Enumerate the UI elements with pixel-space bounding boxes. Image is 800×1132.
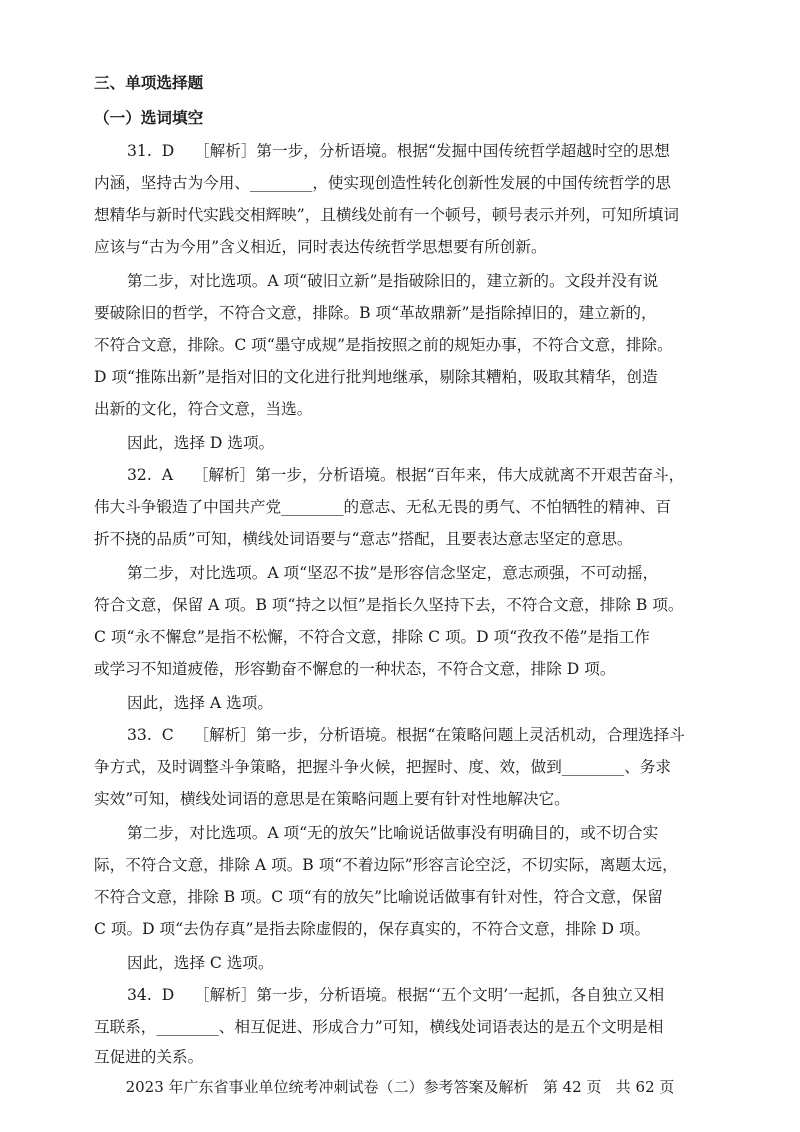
paragraph-line: D 项“推陈出新”是指对旧的文化进行批判地继承，剔除其糟粕，吸取其精华，创造 [94,368,658,386]
paragraph-line: 想精华与新时代实践交相辉映”，且横线处前有一个顿号，顿号表示并列，可知所填词 [94,206,679,224]
paragraph-line: 第二步，对比选项。A 项“无的放矢”比喻说话做事没有明确目的，或不切合实 [127,824,659,842]
page-footer: 2023 年广东省事业单位统考冲刺试卷（二）参考答案及解析 第 42 页 共 62 页 [125,1078,675,1096]
paragraph-line: C 项。D 项“去伪存真”是指去除虚假的，保存真实的，不符合文意，排除 D 项。 [94,920,651,938]
q33-line: 33. C ［解析］第一步，分析语境。根据“在策略问题上灵活机动，合理选择斗 [127,726,685,744]
paragraph-line: 折不挠的品质”可知，横线处词语要与“意志”搭配，且要表达意志坚定的意思。 [94,530,633,548]
paragraph-line: 第二步，对比选项。A 项“破旧立新”是指破除旧的，建立新的。文段并没有说 [127,272,659,290]
paragraph-line: 互联系，________、相互促进、形成合力”可知，横线处词语表达的是五个文明是相 [94,1018,664,1036]
answer-conclusion: 因此，选择 A 选项。 [127,694,273,712]
paragraph-line: 争方式，及时调整斗争策略，把握斗争火候，把握时、度、效，做到________、务求 [94,758,671,776]
paragraph-line: 出新的文化，符合文意，当选。 [94,400,313,418]
q34-line: 34. D ［解析］第一步，分析语境。根据“‘五个文明’一起抓，各自独立又相 [127,986,665,1004]
paragraph-line: 实效”可知，横线处词语的意思是在策略问题上要有针对性地解决它。 [94,790,570,808]
paragraph-line: 际，不符合文意，排除 A 项。B 项“不着边际”形容言论空泛，不切实际，离题太远， [94,856,678,874]
paragraph-line: 应该与“古为今用”含义相近，同时表达传统哲学思想要有所创新。 [94,238,547,256]
q32-line: 32. A ［解析］第一步，分析语境。根据“百年来，伟大成就离不开艰苦奋斗， [127,466,685,484]
subsection-heading: （一）选词填空 [94,109,204,127]
answer-conclusion: 因此，选择 C 选项。 [127,954,274,972]
section-heading: 三、单项选择题 [94,74,204,92]
paragraph-line: 内涵，坚持古为今用、________，使实现创造性转化创新性发展的中国传统哲学的思 [94,174,671,192]
paragraph-line: 符合文意，保留 A 项。B 项“持之以恒”是指长久坚持下去，不符合文意，排除 B 项。 [94,596,684,614]
paragraph-line: 要破除旧的哲学，不符合文意，排除。B 项“革故鼎新”是指除掉旧的，建立新的， [94,304,657,322]
paragraph-line: C 项“永不懈怠”是指不松懈，不符合文意，排除 C 项。D 项“孜孜不倦”是指工作 [94,628,650,646]
paragraph-line: 或学习不知道疲倦，形容勤奋不懈怠的一种状态，不符合文意，排除 D 项。 [94,660,616,678]
paragraph-line: 互促进的关系。 [94,1048,204,1066]
paragraph-line: 不符合文意，排除。C 项“墨守成规”是指按照之前的规矩办事，不符合文意，排除。 [94,336,673,354]
answer-conclusion: 因此，选择 D 选项。 [127,434,275,452]
paragraph-line: 第二步，对比选项。A 项“坚忍不拔”是形容信念坚定，意志顽强，不可动摇， [127,564,659,582]
q31-line: 31. D ［解析］第一步，分析语境。根据“发掘中国传统哲学超越时空的思想 [127,142,670,160]
paragraph-line: 伟大斗争锻造了中国共产党________的意志、无私无畏的勇气、不怕牺牲的精神、百 [94,498,671,516]
paragraph-line: 不符合文意，排除 B 项。C 项“有的放矢”比喻说话做事有针对性，符合文意，保留 [94,888,663,906]
